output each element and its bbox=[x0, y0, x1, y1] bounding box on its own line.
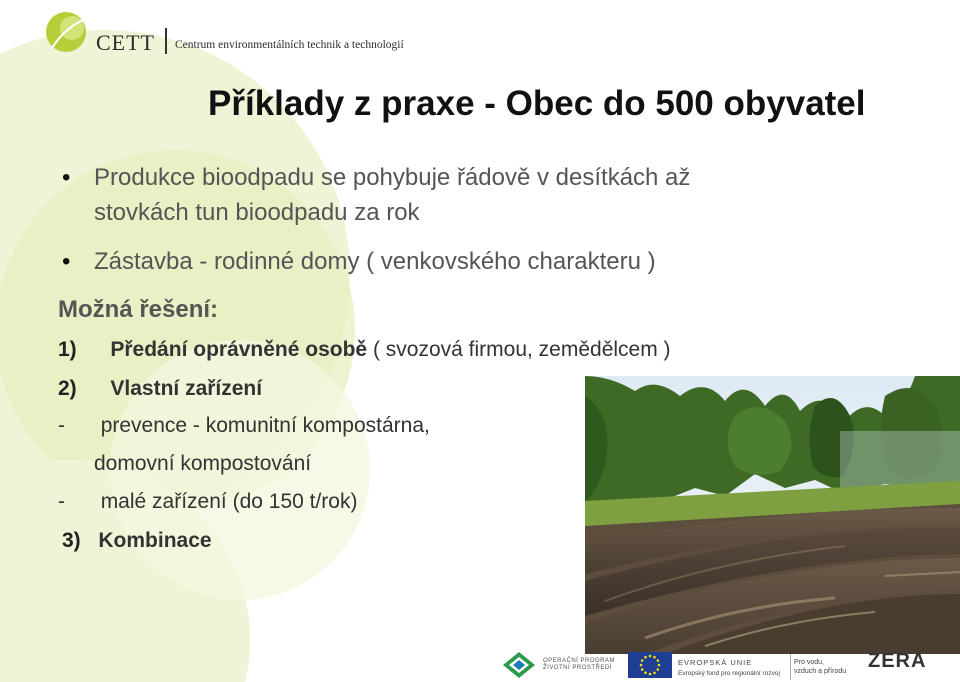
sub-item-text: prevence - komunitní kompostárna, bbox=[100, 414, 430, 437]
solution-bold-text: Kombinace bbox=[98, 529, 212, 552]
sub-item-small-facility bbox=[58, 490, 357, 514]
sub-item-dash: - bbox=[58, 414, 65, 437]
sub-item-prevention bbox=[58, 414, 430, 438]
op-text bbox=[543, 658, 615, 672]
env-slogan bbox=[794, 658, 846, 676]
op-text-line: OPERAČNÍ PROGRAM bbox=[543, 658, 616, 664]
op-diamond-icon bbox=[499, 650, 539, 680]
solution-item-1 bbox=[58, 338, 671, 362]
page-title: Příklady z praxe - Obec do 500 obyvatel bbox=[208, 84, 866, 123]
bullet-text-line: stovkách tun bioodpadu za rok bbox=[94, 199, 420, 226]
footer bbox=[0, 646, 960, 682]
cett-logo bbox=[44, 6, 424, 62]
solution-bold-text: Vlastní zařízení bbox=[110, 377, 263, 400]
logo-divider bbox=[165, 28, 167, 54]
solution-bold-text: Předání oprávněné osobě bbox=[110, 338, 368, 361]
op-zp-logo bbox=[499, 650, 615, 682]
zera-text: ZERA bbox=[868, 650, 927, 672]
sub-item-dash: - bbox=[58, 490, 65, 513]
solution-number: 3) bbox=[62, 529, 81, 552]
bullet-text-line: Produkce bioodpadu se pohybuje řádově v desítkách až bbox=[94, 164, 691, 191]
solution-number: 1) bbox=[58, 338, 77, 361]
op-text-line: ŽIVOTNÍ PROSTŘEDÍ bbox=[543, 665, 612, 671]
bullet-item bbox=[56, 160, 836, 230]
leaf-icon bbox=[44, 6, 96, 62]
solution-number: 2) bbox=[58, 377, 77, 400]
compost-windrows-photo bbox=[585, 376, 960, 654]
logo-tagline: Centrum environmentálních technik a technologií bbox=[175, 39, 404, 51]
eu-flag-icon bbox=[628, 652, 672, 678]
bullet-text-line: Zástavba - rodinné domy ( venkovského charakteru ) bbox=[94, 248, 656, 275]
bullet-item bbox=[56, 244, 836, 279]
eu-subtitle: Evropský fond pro regionální rozvoj bbox=[678, 670, 780, 677]
solution-text: ( svozová firmou, zemědělcem ) bbox=[367, 338, 671, 361]
solution-item-3 bbox=[62, 529, 212, 553]
eu-logo bbox=[628, 650, 858, 682]
env-slogan-line: vzduch a přírodu bbox=[794, 668, 847, 675]
bullet-marker: • bbox=[62, 248, 71, 275]
eu-divider bbox=[790, 654, 791, 680]
zera-logo bbox=[868, 648, 944, 682]
bullet-marker: • bbox=[62, 164, 71, 191]
bullet-list bbox=[56, 160, 836, 279]
logo-name: CETT bbox=[96, 30, 155, 55]
sub-item-continuation: domovní kompostování bbox=[94, 452, 312, 475]
solutions-heading: Možná řešení: bbox=[58, 296, 219, 323]
solution-item-2 bbox=[58, 377, 262, 401]
eu-title: EVROPSKÁ UNIE bbox=[678, 658, 753, 667]
sub-item-text: malé zařízení (do 150 t/rok) bbox=[100, 490, 358, 513]
env-slogan-line: Pro vodu, bbox=[794, 659, 824, 666]
